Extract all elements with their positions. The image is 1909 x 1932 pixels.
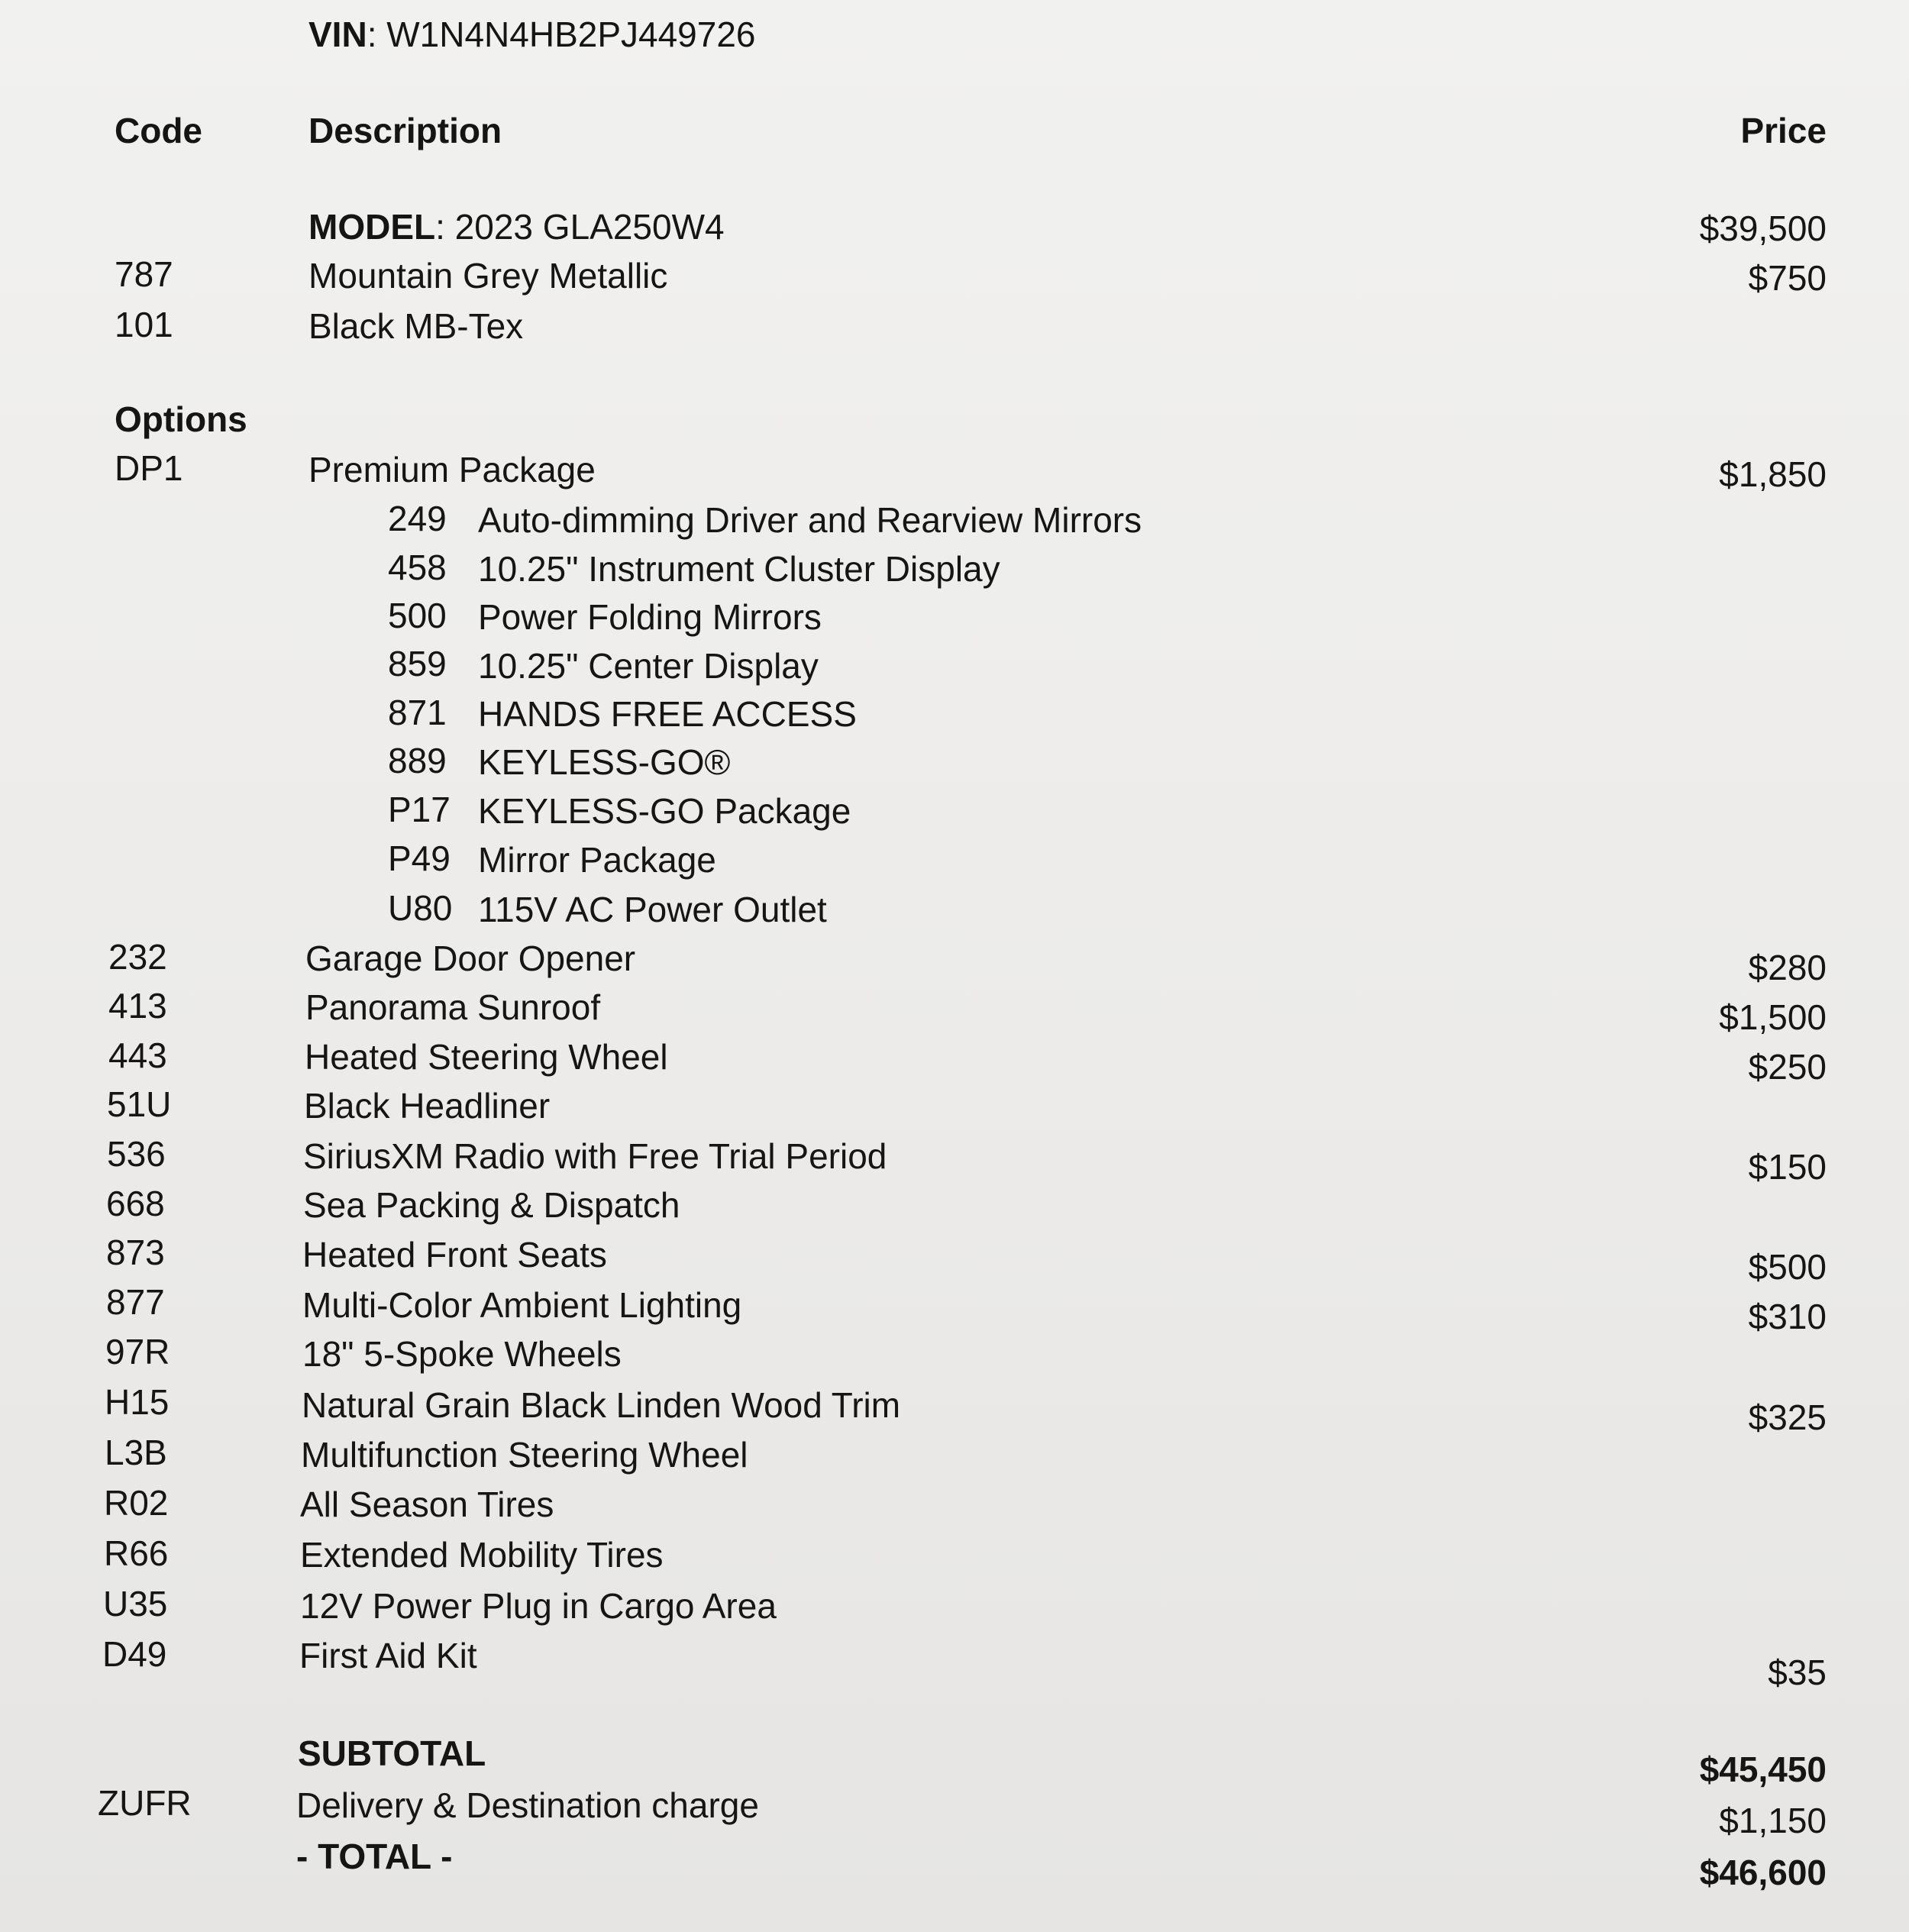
option-description: Extended Mobility Tires [300,1535,664,1575]
option-price: $500 [1748,1247,1827,1287]
model-price: $39,500 [1699,208,1827,248]
header-description: Description [308,111,502,150]
base-item-code: 101 [115,305,173,344]
option-code: D49 [102,1634,167,1674]
option-description: 18" 5-Spoke Wheels [302,1334,622,1374]
option-description: Sea Packing & Dispatch [303,1185,680,1225]
package-item-description: Mirror Package [478,840,716,880]
option-code: 51U [107,1084,172,1124]
delivery-code: ZUFR [98,1783,192,1823]
option-description: Multi-Color Ambient Lighting [302,1285,742,1325]
option-description: Garage Door Opener [305,939,636,978]
vin-line [308,17,756,52]
option-description: First Aid Kit [299,1636,477,1675]
option-price: $325 [1748,1397,1827,1437]
package-item-description: Power Folding Mirrors [478,597,822,637]
option-code: 668 [106,1184,165,1223]
subtotal-label: SUBTOTAL [298,1733,486,1773]
package-item-description: KEYLESS-GO® [478,742,731,782]
option-description: Heated Steering Wheel [305,1037,668,1077]
option-description: Panorama Sunroof [305,987,601,1027]
option-code: 443 [108,1035,167,1075]
option-price: $250 [1748,1047,1827,1087]
option-code: 232 [108,937,167,977]
model-line [308,207,725,247]
option-code: 413 [108,986,167,1026]
base-item-code: 787 [115,254,173,294]
total-price: $46,600 [1699,1853,1827,1892]
package-item-description: 10.25" Center Display [478,646,819,686]
option-price: $1,500 [1719,997,1827,1037]
package-item-code: 500 [388,596,447,635]
option-price: $35 [1768,1653,1827,1692]
header-price: Price [1740,111,1827,150]
options-heading: Options [115,399,247,439]
package-item-code: 458 [388,548,447,587]
option-code: 97R [105,1332,170,1371]
package-item-code: 249 [388,499,447,538]
option-description: Natural Grain Black Linden Wood Trim [302,1385,901,1425]
option-code: L3B [105,1433,167,1472]
option-description: All Season Tires [300,1485,554,1524]
option-description: 12V Power Plug in Cargo Area [300,1586,777,1626]
package-item-code: 889 [388,741,447,780]
base-item-price: $750 [1748,258,1827,298]
option-price: $150 [1748,1147,1827,1187]
option-price: $280 [1748,948,1827,987]
option-code: R02 [104,1483,169,1523]
package-description: Premium Package [308,450,596,489]
model-label: MODEL [308,207,436,247]
option-description: Black Headliner [304,1086,551,1126]
option-code: 536 [107,1134,166,1174]
base-item-description: Mountain Grey Metallic [308,256,668,296]
package-item-code: P17 [388,790,451,829]
header-code: Code [115,111,202,150]
package-item-description: HANDS FREE ACCESS [478,694,857,734]
package-item-description: 115V AC Power Outlet [478,890,827,929]
delivery-price: $1,150 [1719,1801,1827,1840]
package-price: $1,850 [1719,454,1827,494]
delivery-description: Delivery & Destination charge [296,1785,759,1825]
package-item-code: U80 [388,888,453,928]
package-item-description: 10.25" Instrument Cluster Display [478,549,1000,589]
package-item-description: KEYLESS-GO Package [478,791,851,831]
option-description: Multifunction Steering Wheel [301,1435,748,1475]
option-description: Heated Front Seats [302,1235,607,1275]
option-code: R66 [104,1533,169,1573]
package-item-code: 859 [388,644,447,683]
package-code: DP1 [115,448,183,488]
total-label: - TOTAL - [296,1837,453,1876]
option-price: $310 [1748,1297,1827,1336]
vin-label: VIN [308,15,367,54]
option-code: 877 [106,1282,165,1322]
package-item-code: 871 [388,693,447,732]
model-value: : 2023 GLA250W4 [435,207,725,247]
package-item-code: P49 [388,838,451,878]
vin-value: : W1N4N4HB2PJ449726 [367,15,756,54]
package-item-description: Auto-dimming Driver and Rearview Mirrors [478,500,1142,540]
option-code: H15 [105,1382,170,1422]
option-description: SiriusXM Radio with Free Trial Period [303,1136,887,1176]
option-code: 873 [106,1233,165,1272]
base-item-description: Black MB-Tex [308,306,524,346]
option-code: U35 [103,1584,168,1623]
subtotal-price: $45,450 [1699,1749,1827,1789]
